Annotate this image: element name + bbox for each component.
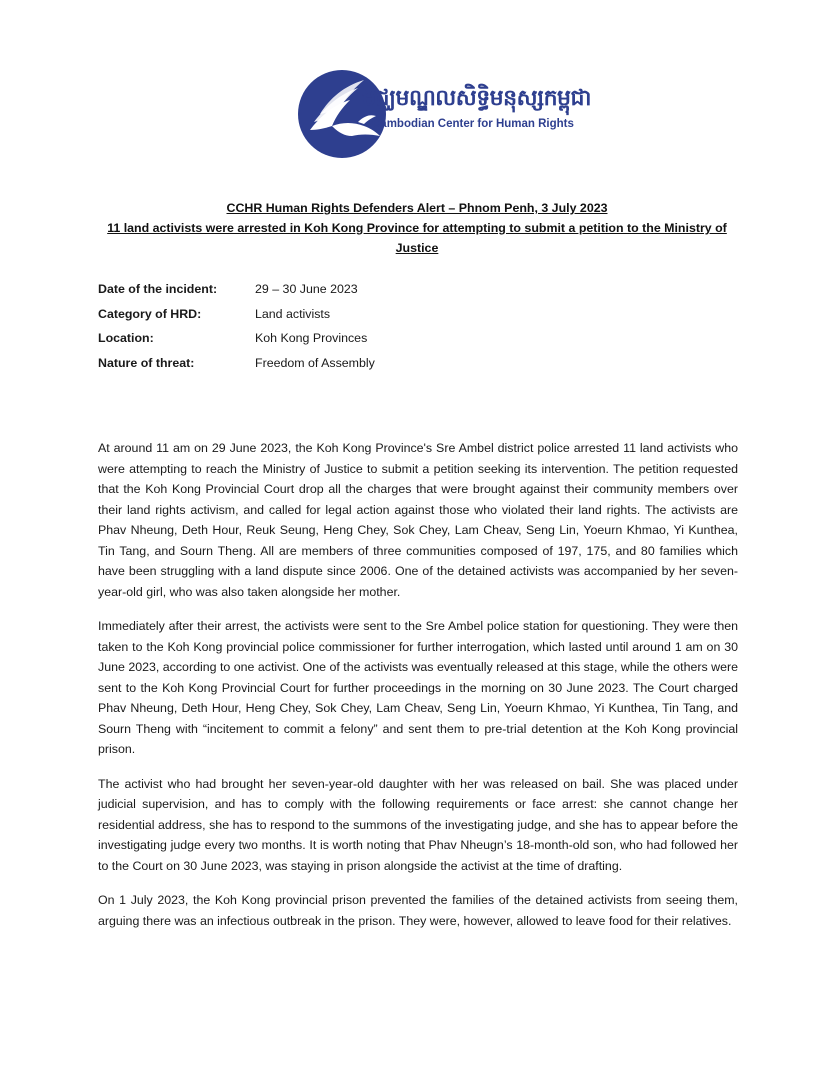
detail-value: 29 – 30 June 2023: [255, 282, 358, 296]
detail-value: Land activists: [255, 306, 331, 321]
detail-value: Freedom of Assembly: [255, 355, 375, 370]
body-paragraph: The activist who had brought her seven-year-old daughter with her was released on bail. She was placed under judicial supervision, and has to comply with the following requirements or face arrest: she cannot change her residential address, she has to respond to the summons of the investigating judge, and she has to appear before the investigating judge every two months. It is worth noting that Phav Nheugn’s 18-month-old son, who had followed her to the Court on 30 June 2023, was staying in prison alongside the activist at the time of drafting.: [98, 776, 738, 873]
detail-label: Category of HRD:: [98, 306, 202, 321]
body-paragraph: Immediately after their arrest, the activists were sent to the Sre Ambel police station for questioning. They were then taken to the Koh Kong provincial police commissioner for further interrogation, which lasted until around 1 am on 30 June 2023, according to one activist. One of the activists was eventually released at this stage, while the others were sent to the Koh Kong Provincial Court for further proceedings in the morning on 30 June 2023. The Court charged Phav Nheung, Deth Hour, Heng Chey, Sok Chey, Lam Cheav, Seng Lin, Yoeurn Khmao, Yi Kunthea, Tin Tang, and Sourn Theng with “incitement to commit a felony” and sent them to pre-trial detention at the Koh Kong provincial prison.: [98, 619, 738, 756]
alert-body: [98, 438, 738, 945]
alert-title: CCHR Human Rights Defenders Alert – Phnom Penh, 3 July 2023: [226, 201, 608, 215]
alert-subtitle: 11 land activists were arrested in Koh Kong Province for attempting to submit a petition to the Ministry of Justice: [107, 221, 727, 255]
body-paragraph: At around 11 am on 29 June 2023, the Koh Kong Province's Sre Ambel district police arrested 11 land activists who were attempting to reach the Ministry of Justice to submit a petition seeking its intervention. The petition requested that the Koh Kong Provincial Court drop all the charges that were brought against their community members over their land rights activism, and called for legal action against those who violated their land rights. The activists are Phav Nheung, Deth Hour, Reuk Seung, Heng Chey, Sok Chey, Lam Cheav, Seng Lin, Yoeurn Khmao, Yi Kunthea, Tin Tang, and Sourn Theng. All are members of three communities composed of 197, 175, and 80 families which have been struggling with a land dispute since 2006. One of the detained activists was accompanied by her seven-year-old girl, who was also taken alongside her mother.: [98, 441, 738, 599]
cchr-logo: [298, 70, 591, 162]
logo-khmer-name: មជ្ឈមណ្ឌលសិទ្ធិមនុស្សកម្ពុជា: [362, 86, 591, 111]
detail-label: Nature of threat:: [98, 355, 195, 370]
detail-label: Location:: [98, 331, 154, 345]
logo-english-name: Cambodian Center for Human Rights: [372, 118, 574, 130]
detail-label: Date of the incident:: [98, 282, 218, 296]
body-paragraph: On 1 July 2023, the Koh Kong provincial prison prevented the families of the detained activists from seeing them, arguing there was an infectious outbreak in the prison. They were, however, allowed to leave food for their relatives.: [98, 893, 738, 928]
detail-value: Koh Kong Provinces: [255, 331, 368, 345]
